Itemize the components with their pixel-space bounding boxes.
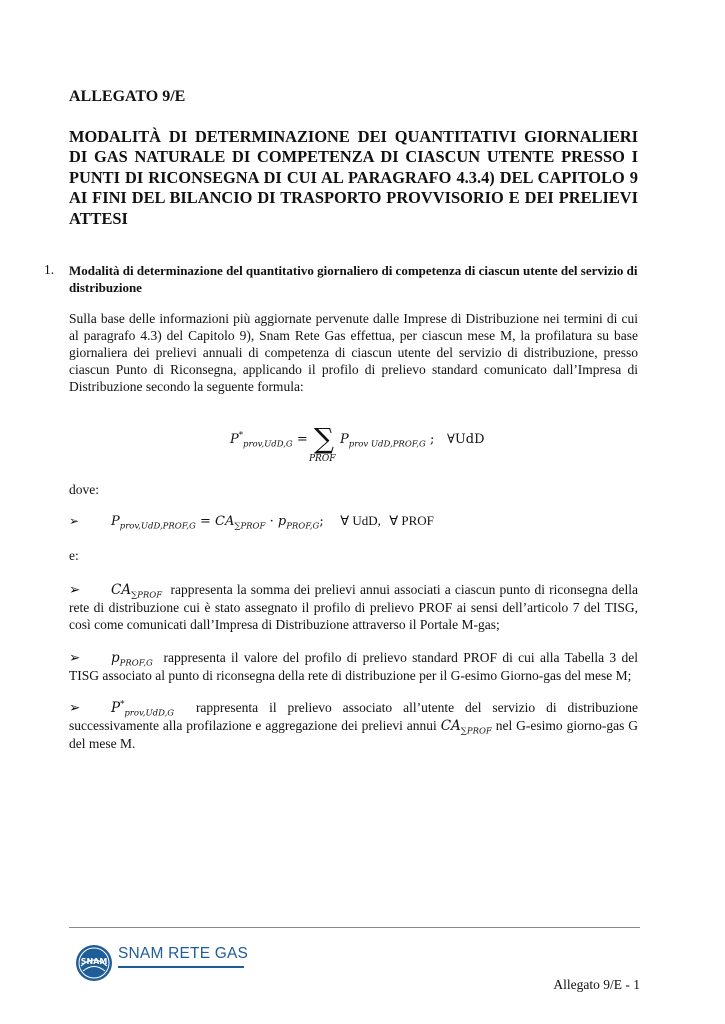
section-paragraph: Sulla base delle informazioni più aggiornate pervenute dalle Imprese di Distribuzione nei termini di cui al paragrafo 4.3) del Capitolo 9), Snam Rete Gas effettua, per ciascun mese M, la profilatura su base giornaliera dei prelievi annuali di competenza di ciascun utente del servizio di distribuzione, presso ciascun Punto di Riconsegna, applicando il profilo di prelievo standard comunicato dall’Impresa di Distribuzione secondo la seguente formula: <box>69 311 638 394</box>
bullet-arrow-icon: ➢ <box>69 514 80 528</box>
footer-divider <box>69 927 640 928</box>
definition-p-prof-g: ➢ $p_{PROF,G}$ rappresenta il valore del profilo di prelievo standard PROF di cui alla Tabella 3 del TISG associato al punto di riconsegna della rete di distribuzione per il G-esimo Giorno-gas del mese M; <box>69 650 638 683</box>
formula-lhs: $P^*_{prov,UdD,G}$ = <box>230 430 308 450</box>
summation-index: PROF <box>309 454 336 464</box>
e-label: e: <box>69 548 79 563</box>
section-title: Modalità di determinazione del quantitativo giornaliero di competenza di ciascun utente del servizio di distribuzione <box>69 263 638 295</box>
definition-ca-sum-prof: ➢ $CA_{\sum PROF}$ rappresenta la somma dei prelievi annui associati a ciascun punto di riconsegna della rete di distribuzione cui è stato assegnato il profilo di prelievo PROF ai sensi dell’articolo 7 del TISG, così come comunicati dall’Impresa di Distribuzione attraverso il Portale M-gas; <box>69 582 639 632</box>
page-label: Allegato 9/E - <box>553 977 630 992</box>
section-number: 1. <box>44 262 55 277</box>
bullet-arrow-icon: ➢ <box>69 650 81 665</box>
formula-rhs: $P_{prov UdD,PROF,G}$ ; <box>340 432 435 450</box>
bullet-arrow-icon: ➢ <box>69 700 81 715</box>
logo-underline <box>118 966 244 968</box>
snam-logo-icon <box>75 944 113 982</box>
dove-label: dove: <box>69 482 99 497</box>
document-title: MODALITÀ DI DETERMINAZIONE DEI QUANTITATIVI GIORNALIERI DI GAS NATURALE DI COMPETENZA DI CIASCUN UTENTE PRESSO I PUNTI DI RICONSEGNA DI CUI AL PARAGRAFO 4.3.4) DEL CAPITOLO 9 AI FINI DEL BILANCIO DI TRASPORTO PROVVISORIO E DEI PRELIEVI ATTESI <box>69 127 638 228</box>
page-footer <box>553 977 640 993</box>
logo-emblem-label: SNAM <box>80 957 108 966</box>
second-formula: $P_{prov,UdD,PROF,G} = CA_{\sum PROF} \cdot p_{PROF,G}$; ∀ UdD, ∀ PROF <box>111 513 434 532</box>
formula-forall: ∀UdD <box>447 432 485 447</box>
summation-symbol: ∑ <box>314 422 334 455</box>
page-number: 1 <box>633 977 640 992</box>
main-formula <box>230 424 520 468</box>
definition-p-star-prov: ➢ $P^*_{prov,UdD,G}$ rappresenta il prelievo associato all’utente del servizio di distribuzione successivamente alla profilazione e aggregazione dei prelievi annui $CA_{\sum PROF}$ nel G-esimo giorno-gas G del mese M. <box>69 699 638 751</box>
allegato-heading: ALLEGATO 9/E <box>69 88 186 105</box>
logo-text: SNAM RETE GAS <box>118 945 249 962</box>
bullet-arrow-icon: ➢ <box>69 582 81 597</box>
